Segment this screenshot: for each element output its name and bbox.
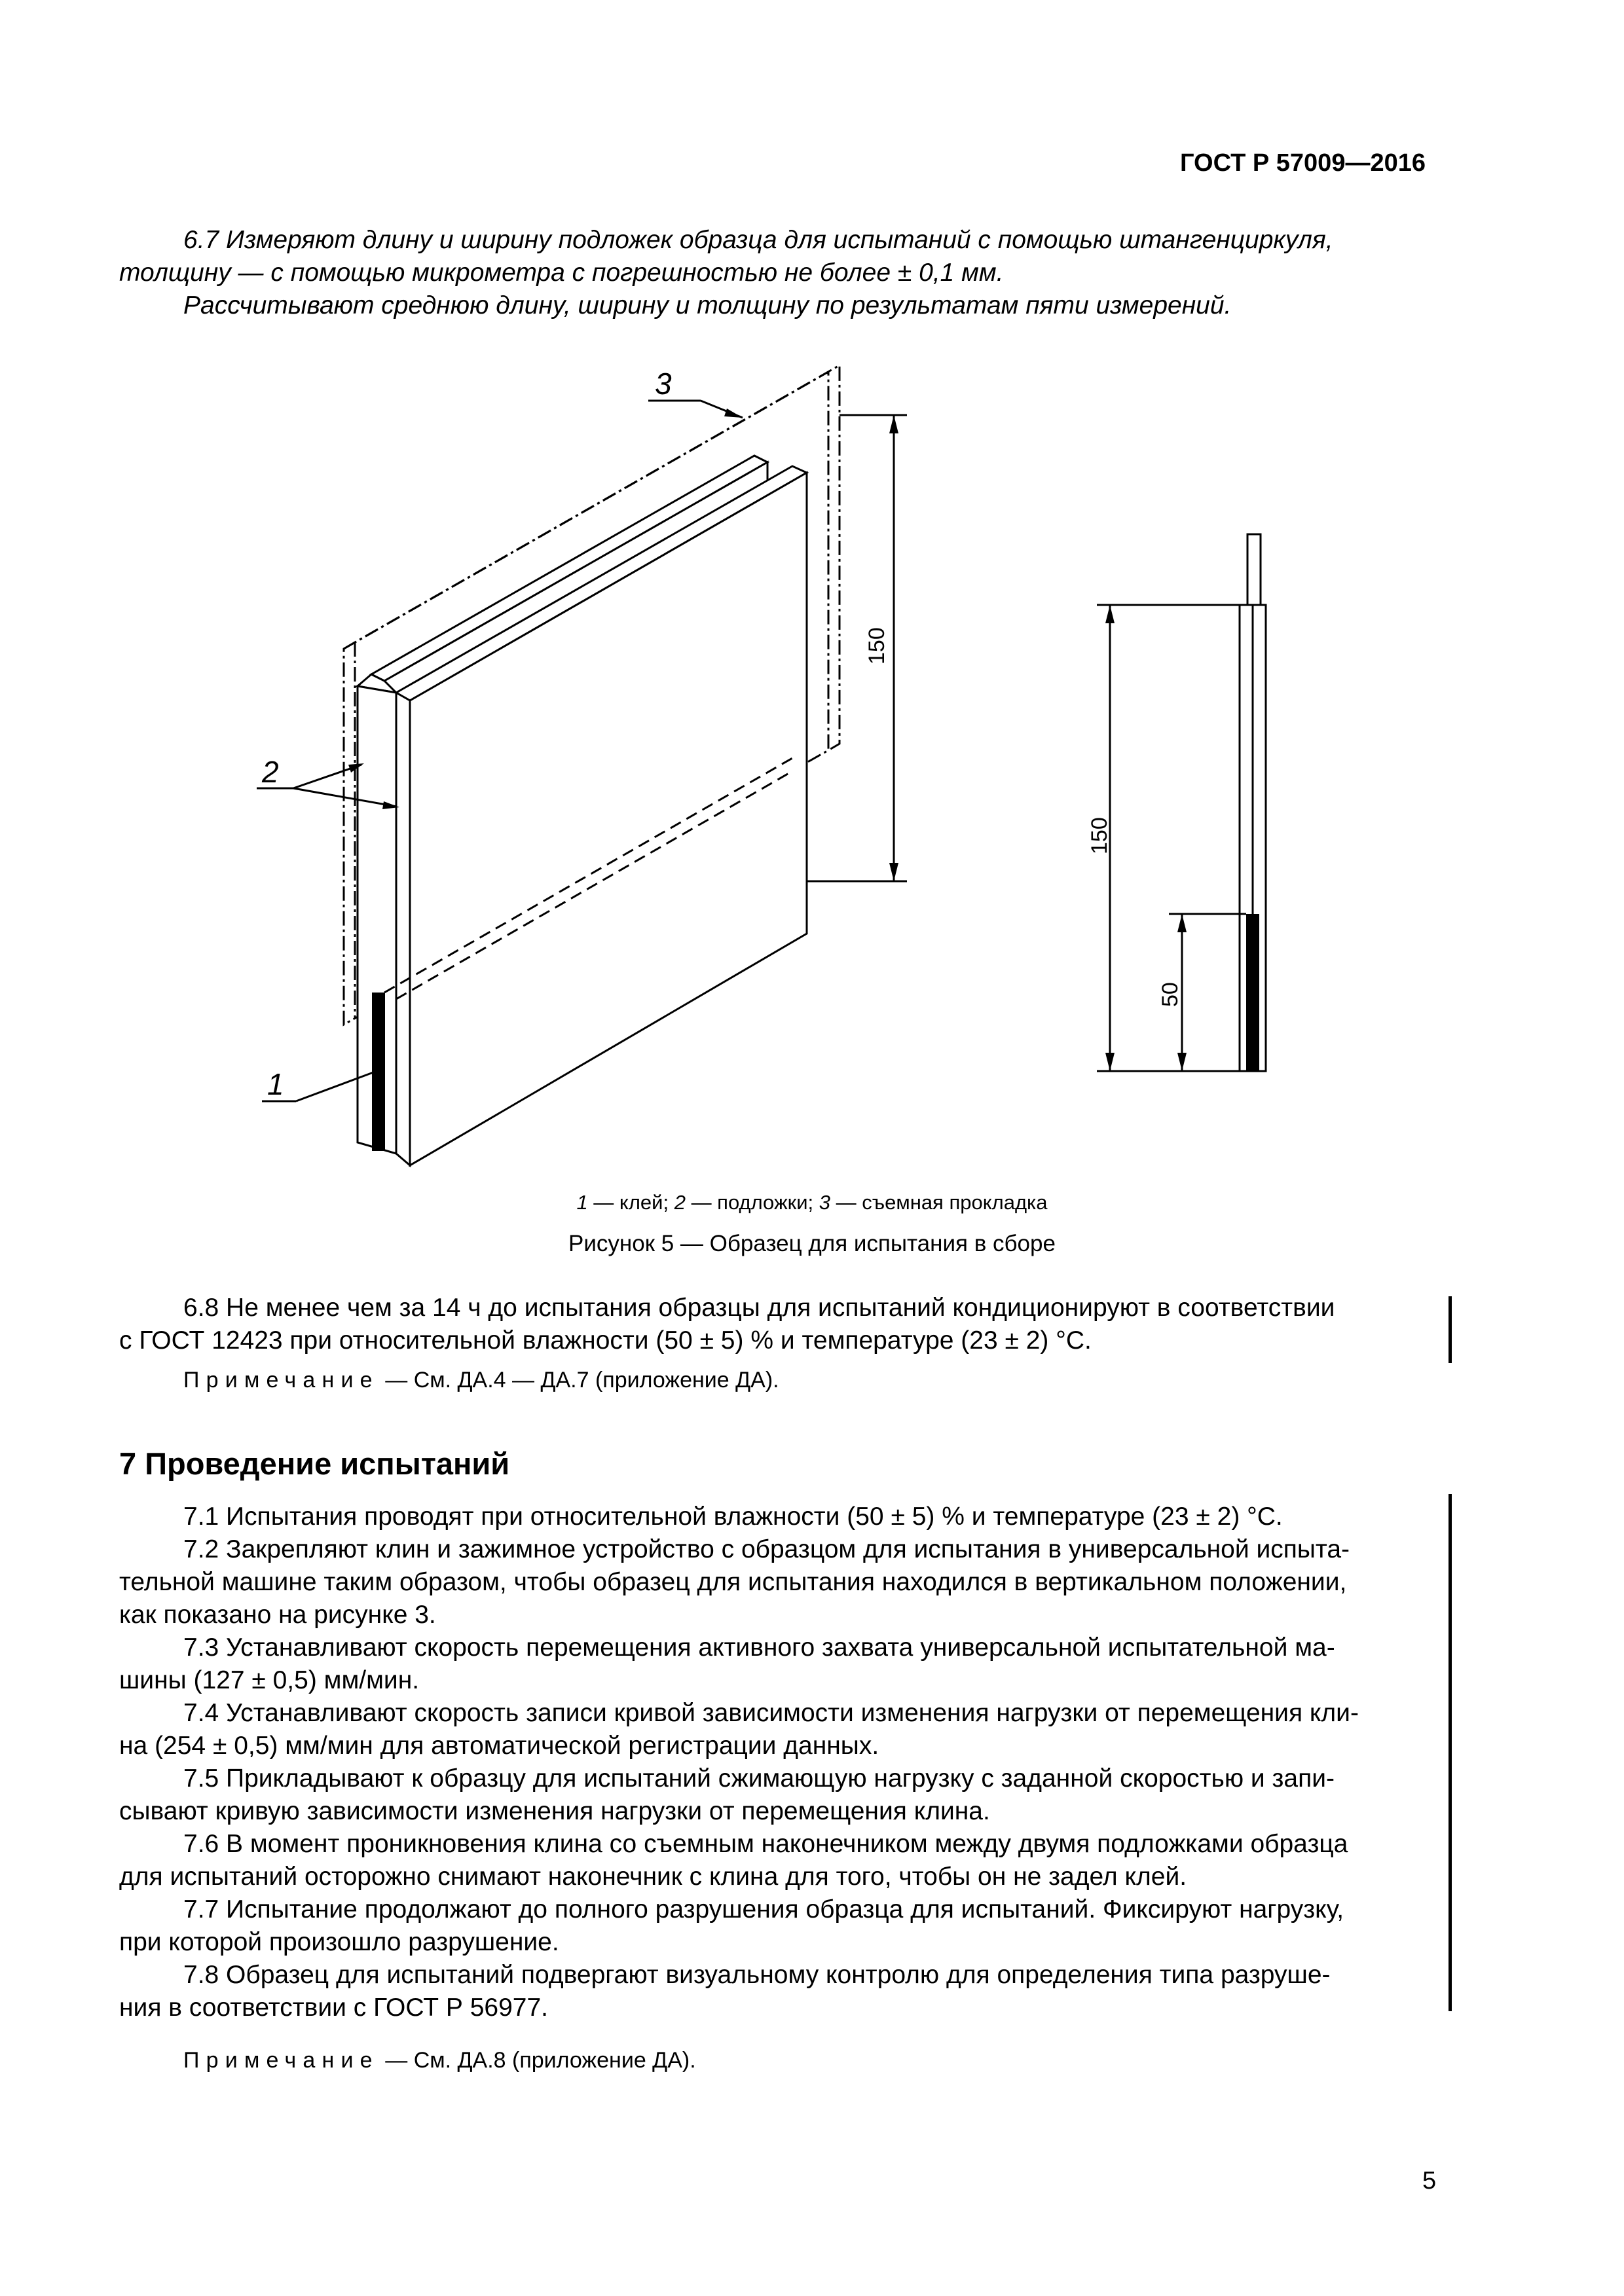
para-7-6-line1: 7.6 В момент проникновения клина со съемным наконечником между двумя подложками образца bbox=[183, 1830, 1348, 1858]
para-7-3-line1: 7.3 Устанавливают скорость перемещения активного захвата универсальной испытательной ма- bbox=[183, 1633, 1335, 1662]
para-7-3-line2: шины (127 ± 0,5) мм/мин. bbox=[119, 1666, 420, 1694]
dim-150-right-label: 150 bbox=[1087, 817, 1112, 854]
dim-150-right-arrow-top bbox=[1105, 605, 1115, 623]
document-code: ГОСТ Р 57009—2016 bbox=[1180, 149, 1426, 177]
para-7-4-line2: на (254 ± 0,5) мм/мин для автоматической регистрации данных. bbox=[119, 1732, 879, 1760]
dim-150-right-arrow-bottom bbox=[1105, 1053, 1115, 1071]
adhesive-layer bbox=[372, 993, 385, 1151]
change-bar-7 bbox=[1449, 1494, 1452, 2011]
para-7-7-line2: при которой произошло разрушение. bbox=[119, 1928, 559, 1956]
figure-legend bbox=[0, 1191, 1624, 1214]
dimension-150-left bbox=[807, 415, 907, 881]
dim-50-arrow-top bbox=[1177, 914, 1187, 932]
label-2: 2 bbox=[262, 755, 279, 789]
para-7-8-line2: ния в соответствии с ГОСТ Р 56977. bbox=[119, 1994, 549, 2022]
note-6-8-text: — См. ДА.4 — ДА.7 (приложение ДА). bbox=[378, 1368, 779, 1393]
para-6-8-line1: 6.8 Не менее чем за 14 ч до испытания образцы для испытаний кондиционируют в соответствии bbox=[183, 1294, 1335, 1322]
para-7-5-line2: сывают кривую зависимости изменения нагрузки от перемещения клина. bbox=[119, 1797, 990, 1825]
para-6-7-line2: толщину — с помощью микрометра с погрешностью не более ± 0,1 мм. bbox=[119, 259, 1004, 287]
para-7-7-line1: 7.7 Испытание продолжают до полного разрушения образца для испытаний. Фиксируют нагрузку, bbox=[183, 1895, 1344, 1923]
para-7-2-line3: как показано на рисунке 3. bbox=[119, 1601, 436, 1629]
para-7-6-line2: для испытаний осторожно снимают наконечник с клина для того, чтобы он не задел клей. bbox=[119, 1863, 1187, 1891]
leader-3-arrow bbox=[724, 409, 743, 418]
dim-50-arrow-bottom bbox=[1177, 1053, 1187, 1071]
note-7 bbox=[183, 2044, 696, 2077]
para-7-2-line2: тельной машине таким образом, чтобы образец для испытания находился в вертикальном положении, bbox=[119, 1568, 1347, 1596]
legend-text-2: — подложки; bbox=[685, 1191, 819, 1214]
dim-150-left-arrow-top bbox=[889, 415, 898, 433]
para-6-8-line2: с ГОСТ 12423 при относительной влажности (50 ± 5) % и температуре (23 ± 2) °С. bbox=[119, 1326, 1092, 1355]
para-7-8-line1: 7.8 Образец для испытаний подвергают визуальному контролю для определения типа разруше- bbox=[183, 1961, 1331, 1989]
label-1: 1 bbox=[267, 1067, 284, 1101]
side-view-adhesive bbox=[1246, 914, 1259, 1071]
para-6-7-line1: 6.7 Измеряют длину и ширину подложек образца для испытаний с помощью штангенциркуля, bbox=[183, 226, 1333, 254]
dim-50-label: 50 bbox=[1158, 982, 1183, 1007]
legend-num-3: 3 bbox=[819, 1191, 831, 1214]
note-6-8-label: Примечание bbox=[183, 1368, 379, 1393]
para-7-4-line1: 7.4 Устанавливают скорость записи кривой зависимости изменения нагрузки от перемещения кли- bbox=[183, 1699, 1359, 1727]
note-7-text: — См. ДА.8 (приложение ДА). bbox=[378, 2048, 696, 2073]
section-7-title: 7 Проведение испытаний bbox=[119, 1446, 510, 1481]
para-7-2-line1: 7.2 Закрепляют клин и зажимное устройство с образцом для испытания в универсальной испыта- bbox=[183, 1535, 1350, 1563]
note-6-8 bbox=[183, 1364, 779, 1396]
para-7-1: 7.1 Испытания проводят при относительной влажности (50 ± 5) % и температуре (23 ± 2) °С. bbox=[183, 1503, 1283, 1531]
legend-num-2: 2 bbox=[674, 1191, 686, 1214]
legend-num-1: 1 bbox=[576, 1191, 588, 1214]
figure-caption: Рисунок 5 — Образец для испытания в сборе bbox=[568, 1231, 1056, 1256]
legend-text-1: — клей; bbox=[587, 1191, 674, 1214]
legend-text-3: — съемная прокладка bbox=[830, 1191, 1048, 1214]
dim-150-left-label: 150 bbox=[864, 627, 889, 665]
page-number: 5 bbox=[1422, 2167, 1437, 2195]
dim-150-left-arrow-bottom bbox=[889, 863, 898, 881]
note-7-label: Примечание bbox=[183, 2048, 379, 2073]
para-6-7-line3: Рассчитывают среднюю длину, ширину и толщину по результатам пяти измерений. bbox=[183, 291, 1232, 319]
label-3: 3 bbox=[655, 367, 672, 401]
change-bar-6-8 bbox=[1449, 1296, 1452, 1363]
para-7-5-line1: 7.5 Прикладывают к образцу для испытаний сжимающую нагрузку с заданной скоростью и запи- bbox=[183, 1764, 1335, 1793]
